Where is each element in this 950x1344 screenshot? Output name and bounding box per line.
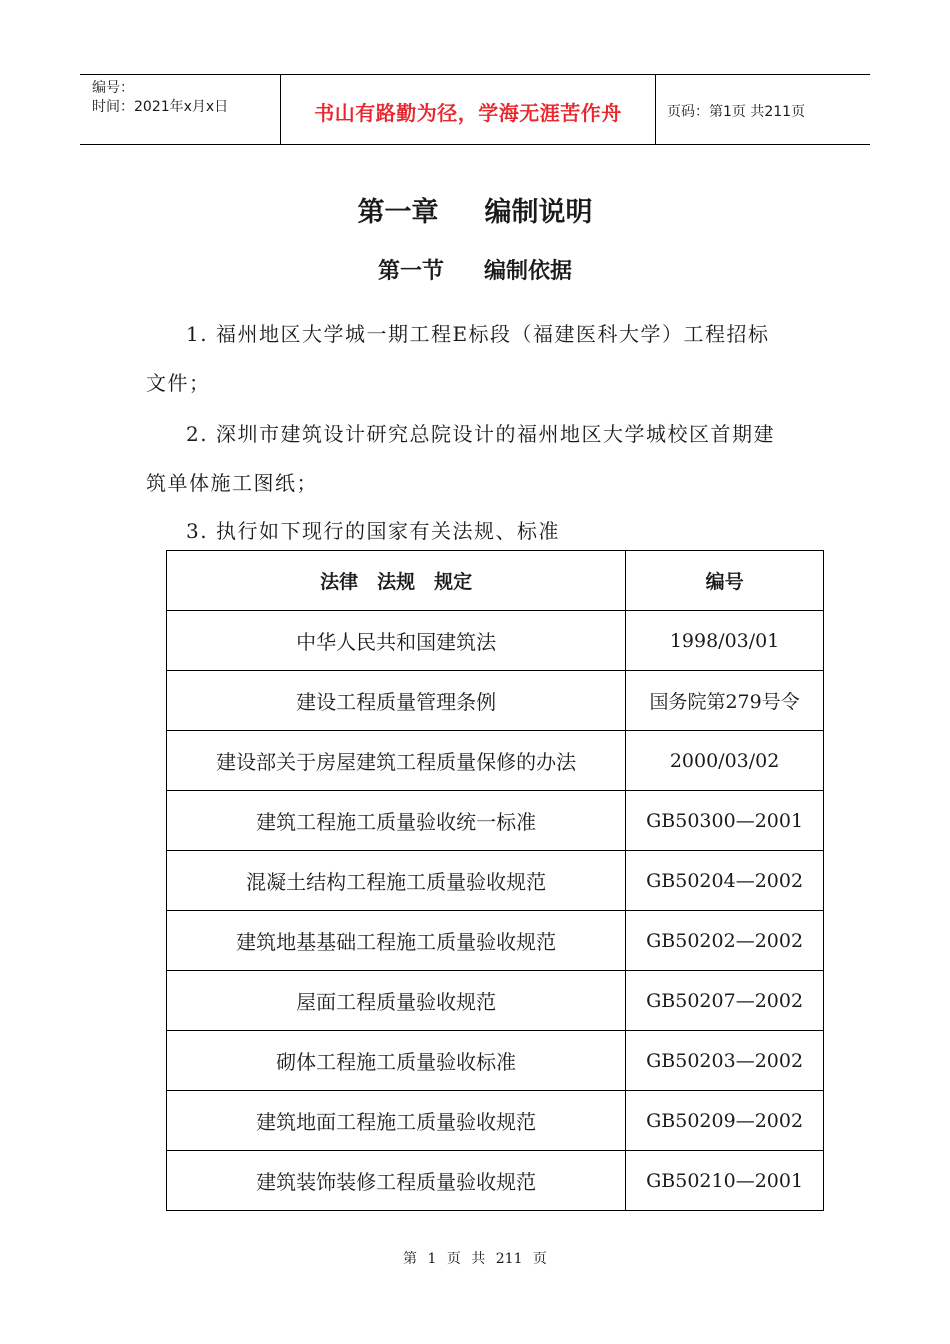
time-label: 时间：2021年x月x日 xyxy=(92,99,229,115)
header-regulation: 法律 法规 规定 xyxy=(167,551,626,611)
section-title: 编制依据 xyxy=(484,259,573,284)
table-row xyxy=(167,911,824,971)
header-meta-cell xyxy=(80,75,280,144)
regulations-table xyxy=(166,550,824,1211)
regulation-name: 建筑地基基础工程施工质量验收规范 xyxy=(167,911,626,971)
table-row xyxy=(167,851,824,911)
regulation-code: GB50209—2002 xyxy=(626,1091,824,1151)
motto-text: 书山有路勤为径，学海无涯苦作舟 xyxy=(314,101,622,125)
paragraph-1-line-2: 文件； xyxy=(146,371,211,395)
regulation-code: GB50204—2002 xyxy=(626,851,824,911)
regulation-name: 中华人民共和国建筑法 xyxy=(167,611,626,671)
regulation-name: 建筑工程施工质量验收统一标准 xyxy=(167,791,626,851)
serial-label: 编号： xyxy=(92,80,134,96)
table-header-row xyxy=(167,551,824,611)
chapter-title: 编制说明 xyxy=(484,197,593,228)
regulation-name: 建设工程质量管理条例 xyxy=(167,671,626,731)
table-row xyxy=(167,1031,824,1091)
regulation-code: GB50203—2002 xyxy=(626,1031,824,1091)
regulation-name: 屋面工程质量验收规范 xyxy=(167,971,626,1031)
regulation-code: GB50207—2002 xyxy=(626,971,824,1031)
chapter-number: 第一章 xyxy=(357,197,439,228)
paragraph-2-line-2: 筑单体施工图纸； xyxy=(146,471,318,495)
paragraph-2-line-1: 2. 深圳市建筑设计研究总院设计的福州地区大学城校区首期建 xyxy=(186,422,775,446)
regulation-name: 建设部关于房屋建筑工程质量保修的办法 xyxy=(167,731,626,791)
regulation-code: GB50210—2001 xyxy=(626,1151,824,1211)
regulation-name: 混凝土结构工程施工质量验收规范 xyxy=(167,851,626,911)
chapter-heading xyxy=(0,190,950,229)
page-header xyxy=(80,74,870,145)
regulation-code: 国务院第279号令 xyxy=(626,671,824,731)
regulation-name: 建筑地面工程施工质量验收规范 xyxy=(167,1091,626,1151)
table-row xyxy=(167,671,824,731)
section-heading xyxy=(0,254,950,285)
regulation-code: 1998/03/01 xyxy=(626,611,824,671)
page-footer: 第 1 页 共 211 页 xyxy=(403,1251,547,1267)
regulation-code: 2000/03/02 xyxy=(626,731,824,791)
regulation-name: 砌体工程施工质量验收标准 xyxy=(167,1031,626,1091)
regulation-code: GB50300—2001 xyxy=(626,791,824,851)
table-row xyxy=(167,791,824,851)
table-row xyxy=(167,731,824,791)
header-motto-cell xyxy=(280,75,656,144)
table-row xyxy=(167,971,824,1031)
header-page-cell xyxy=(655,75,870,144)
paragraph-1-line-1: 1. 福州地区大学城一期工程E标段（福建医科大学）工程招标 xyxy=(186,322,770,346)
section-number: 第一节 xyxy=(377,259,444,284)
table-row xyxy=(167,611,824,671)
table-row xyxy=(167,1151,824,1211)
header-code: 编号 xyxy=(626,551,824,611)
regulation-name: 建筑装饰装修工程质量验收规范 xyxy=(167,1151,626,1211)
paragraph-3-line-1: 3. 执行如下现行的国家有关法规、标准 xyxy=(186,519,560,543)
page-code: 页码：第1页 共211页 xyxy=(667,104,806,120)
regulation-code: GB50202—2002 xyxy=(626,911,824,971)
table-row xyxy=(167,1091,824,1151)
